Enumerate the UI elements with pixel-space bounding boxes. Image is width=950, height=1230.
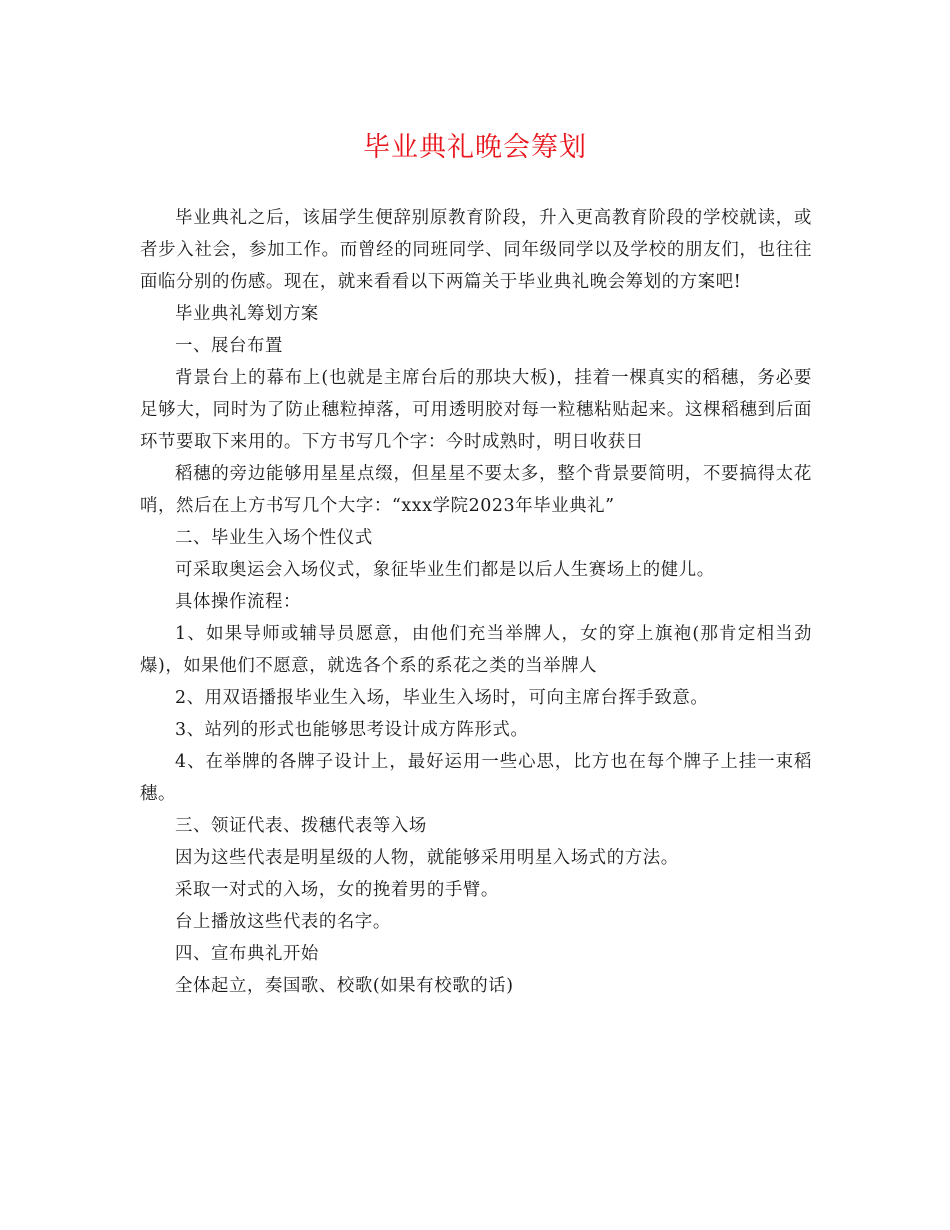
paragraph-star-entrance: 因为这些代表是明星级的人物，就能够采用明星入场式的方法。 [175, 848, 679, 868]
section-heading-stage-layout: 一、展台布置 [175, 336, 283, 356]
paragraph-backdrop: 背景台上的幕布上(也就是主席台后的那块大板)，挂着一棵真实的稻穗，务必要足够大，同时为了防止穗粒掉落，可用透明胶对每一粒穗粘贴起来。这棵稻穗到后面环节要取下来用的。下方书写几个字：今时成熟时，明日收获日 [140, 368, 812, 452]
paragraph-anthem: 全体起立，奏国歌、校歌(如果有校歌的话) [175, 976, 514, 996]
intro-paragraph: 毕业典礼之后，该届学生便辞别原教育阶段，升入更高教育阶段的学校就读，或者步入社会，参加工作。而曾经的同班同学、同年级同学以及学校的朋友们，也往往面临分别的伤感。现在，就来看看以下两篇关于毕业典礼晚会筹划的方案吧! [140, 208, 812, 292]
document-title: 毕业典礼晚会筹划 [363, 132, 587, 163]
plan-heading: 毕业典礼筹划方案 [175, 304, 319, 324]
document-body [140, 202, 812, 1002]
procedure-heading: 具体操作流程： [175, 592, 301, 612]
procedure-step-1: 1、如果导师或辅导员愿意，由他们充当举牌人，女的穿上旗袍(那肯定相当劲爆)，如果他们不愿意，就选各个系的系花之类的当举牌人 [140, 624, 812, 676]
procedure-step-3: 3、站列的形式也能够思考设计成方阵形式。 [175, 720, 529, 740]
section-heading-representatives: 三、领证代表、拨穗代表等入场 [175, 816, 427, 836]
paragraph-stars: 稻穗的旁边能够用星星点缀，但星星不要太多，整个背景要简明，不要搞得太花哨，然后在上方书写几个大字：“xxx学院2023年毕业典礼” [140, 464, 812, 516]
procedure-step-4: 4、在举牌的各牌子设计上，最好运用一些心思，比方也在每个牌子上挂一束稻穗。 [140, 752, 812, 804]
paragraph-pair-entrance: 采取一对式的入场，女的挽着男的手臂。 [175, 880, 499, 900]
section-heading-ceremony-start: 四、宣布典礼开始 [175, 944, 319, 964]
paragraph-names-display: 台上播放这些代表的名字。 [175, 912, 391, 932]
section-heading-entrance: 二、毕业生入场个性仪式 [175, 528, 373, 548]
procedure-step-2: 2、用双语播报毕业生入场，毕业生入场时，可向主席台挥手致意。 [175, 688, 709, 708]
paragraph-olympic-style: 可采取奥运会入场仪式，象征毕业生们都是以后人生赛场上的健儿。 [175, 560, 715, 580]
